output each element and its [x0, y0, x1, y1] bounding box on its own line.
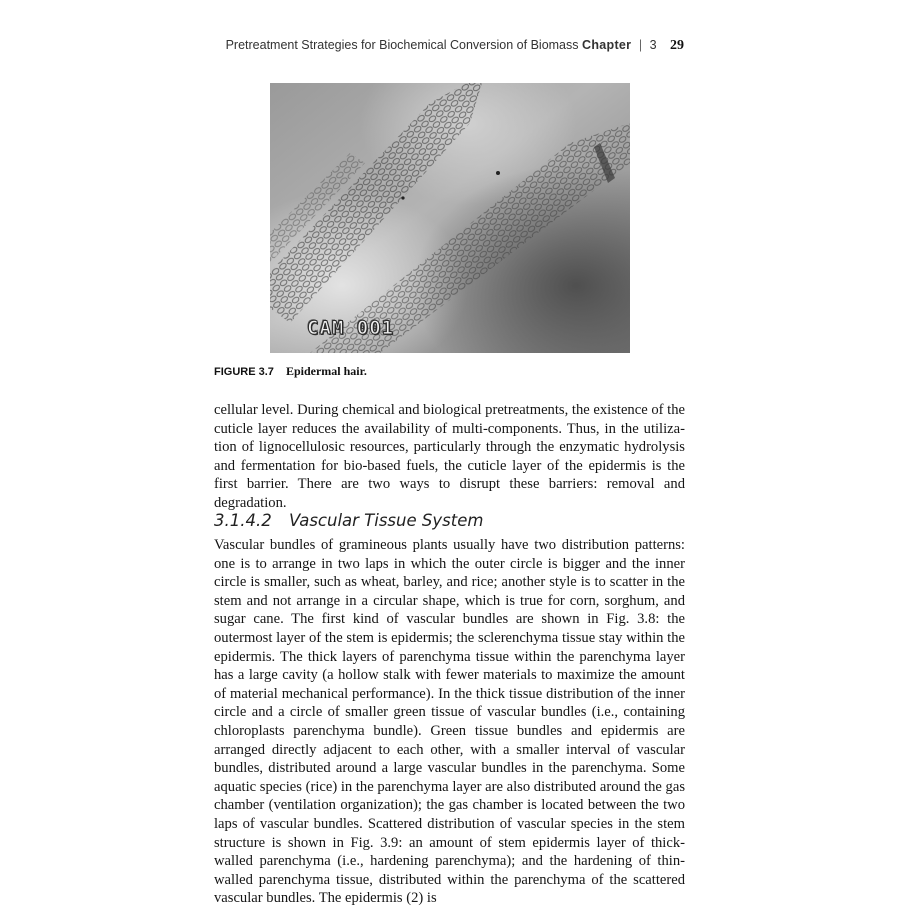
micrograph-image [270, 83, 630, 353]
body-paragraph: cellular level. During chemical and biological pretreatments, the existence of the cuticle layer reduces the availability of multi-components. Thus, in the utilization of lignocellulosic resources, particularly through the enzymatic hydrolysis and fermentation for bio-based fuels, the cuticle layer of the epidermis is the first barrier. There are two ways to disrupt these barriers: removal and degradation. [214, 402, 685, 511]
chapter-number: 3 [649, 38, 657, 52]
figure-caption-text: Epidermal hair. [285, 364, 367, 378]
body-paragraph: Vascular bundles of gramineous plants usually have two distribution patterns: one is to arrange in two laps in which the outer circle is bigger and the inner circle is smaller, such as wheat, barley, and rice; another style is to scatter in the stem and not arrange in a circular shape, which is true for corn, sorghum, and sugar cane. The first kind of vascular bundles are shown in Fig. 3.8: the outermost layer of the stem is epidermis; the sclerenchyma tissue stay within the epidermis. The thick layers of parenchyma tissue within the parenchyma layer has a large cavity (a hollow stalk with fewer materials to maximize the amount of material mechanical performance). In the thick tissue distribution of the inner circle and a circle of smaller green tissue of vascular bundles (i.e., containing chloroplasts parenchyma bundle). Green tissue bundles and epidermis are arranged directly adjacent to each other, with a smaller interval of vascular bundles, distributed around a large vascular bundles in the parenchyma. Some aquatic species (rice) in the parenchyma layer are also distributed around the gas chamber (ventilation organization); the gas chamber is located between the two laps of vascular bundles. Scattered distribution of vascular species in the stem structure is shown in Fig. 3.9: an amount of stem epidermis layer of thick-walled parenchyma (i.e., hardening parenchyma); and the hardening of thin-walled parenchyma tissue, distributed within the parenchyma of the scattered vascular bundles. The epidermis (2) is [214, 537, 685, 907]
running-head-title: Pretreatment Strategies for Biochemical Conversion of Biomass [225, 38, 579, 52]
camera-overlay-label: CAM 001 [307, 317, 395, 339]
running-head [0, 38, 684, 54]
section-heading [214, 511, 483, 530]
page-number: 29 [670, 38, 684, 53]
figure-caption [214, 364, 367, 379]
section-number: 3.1.4.2 [214, 511, 272, 530]
figure-micrograph [270, 83, 630, 353]
section-title: Vascular Tissue System [288, 511, 484, 530]
chapter-label: Chapter [582, 38, 632, 52]
running-head-separator: | [638, 38, 643, 52]
figure-label: FIGURE 3.7 [214, 366, 274, 378]
